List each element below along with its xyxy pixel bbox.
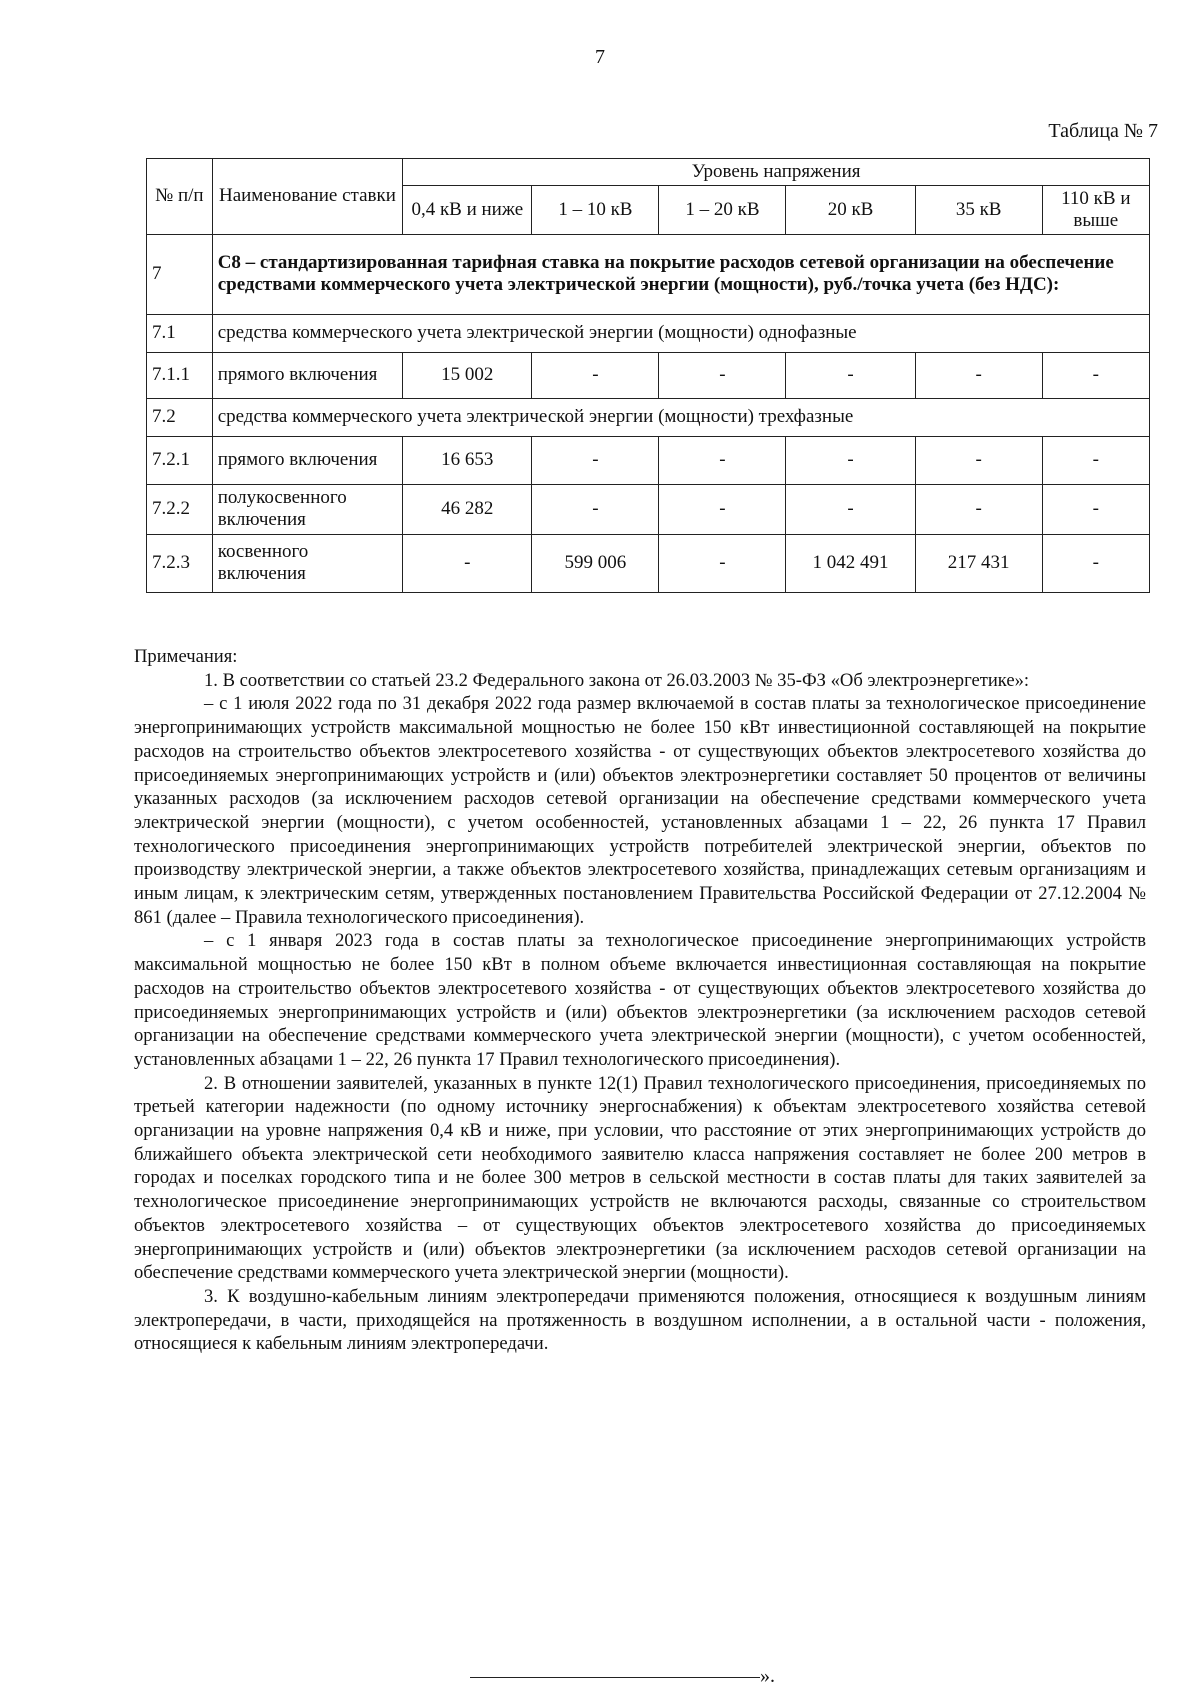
section-title: С8 – стандартизированная тарифная ставка на покрытие расходов сетевой организации на обеспечение средствами коммерческого учета электрической энергии (мощности), руб./точка учета (без НДС):	[212, 234, 1149, 314]
header-voltage-level: Уровень напряжения	[403, 159, 1150, 186]
table-row	[147, 314, 1150, 352]
cell-value: -	[786, 436, 915, 484]
row-num: 7.2.1	[147, 436, 213, 484]
cell-value: 16 653	[403, 436, 532, 484]
row-num: 7.1	[147, 314, 213, 352]
header-voltage: 110 кВ и выше	[1042, 185, 1149, 234]
row-num: 7.2	[147, 398, 213, 436]
cell-value: -	[403, 534, 532, 592]
table-row	[147, 352, 1150, 398]
cell-value: 217 431	[915, 534, 1042, 592]
header-voltage: 0,4 кВ и ниже	[403, 185, 532, 234]
table-row	[147, 484, 1150, 534]
table-row	[147, 534, 1150, 592]
table-row	[147, 436, 1150, 484]
cell-value: -	[1042, 352, 1149, 398]
header-voltage: 20 кВ	[786, 185, 915, 234]
cell-value: -	[659, 484, 786, 534]
row-num: 7.2.3	[147, 534, 213, 592]
row-name: прямого включения	[212, 352, 403, 398]
note-2: 2. В отношении заявителей, указанных в пункте 12(1) Правил технологического присоединения, присоединяемых по третьей категории надежности (по одному источнику энергоснабжения) к объектам электросетевого хозяйства сетевой организации на уровне напряжения 0,4 кВ и ниже, при условии, что расстояние от этих энергопринимающих устройств до ближайшего объекта электрической сети необходимого заявителю класса напряжения составляет не более 200 метров в городах и поселках городского типа и не более 300 метров в сельской местности в состав платы для таких заявителей за технологическое присоединение энергопринимающих устройств не включаются расходы, связанные со строительством объектов электросетевого хозяйства – от существующих объектов электросетевого хозяйства до присоединяемых энергопринимающих устройств и (или) объектов электроэнергетики (за исключением расходов сетевой организации на обеспечение средствами коммерческого учета электрической энергии (мощности).	[134, 1072, 1146, 1284]
tariff-table	[146, 158, 1150, 593]
cell-value: -	[659, 534, 786, 592]
header-voltage: 1 – 10 кВ	[532, 185, 659, 234]
cell-value: -	[915, 352, 1042, 398]
header-num: № п/п	[147, 159, 213, 235]
group-title: средства коммерческого учета электрической энергии (мощности) однофазные	[212, 314, 1149, 352]
closing-underline	[470, 1677, 760, 1678]
note-1-item-2: – с 1 января 2023 года в состав платы за технологическое присоединение энергопринимающих устройств максимальной мощностью не более 150 кВт в полном объеме включается инвестиционная составляющая на покрытие расходов на строительство объектов электросетевого хозяйства - от существующих объектов электросетевого хозяйства до присоединяемых энергопринимающих устройств и (или) объектов электроэнергетики (за исключением расходов сетевой организации на обеспечение средствами коммерческого учета электрической энергии (мощности), с учетом особенностей, установленных абзацами 1 – 22, 26 пункта 17 Правил технологического присоединения).	[134, 930, 1146, 1070]
cell-value: -	[532, 352, 659, 398]
cell-value: -	[659, 436, 786, 484]
cell-value: -	[659, 352, 786, 398]
row-num: 7	[147, 234, 213, 314]
row-num: 7.1.1	[147, 352, 213, 398]
cell-value: -	[1042, 436, 1149, 484]
cell-value: -	[786, 484, 915, 534]
row-name: полукосвенного включения	[212, 484, 403, 534]
table-row	[147, 398, 1150, 436]
row-name: прямого включения	[212, 436, 403, 484]
cell-value: -	[915, 436, 1042, 484]
cell-value: 46 282	[403, 484, 532, 534]
cell-value: -	[915, 484, 1042, 534]
cell-value: -	[1042, 534, 1149, 592]
notes-section	[134, 645, 1146, 1356]
cell-value: -	[1042, 484, 1149, 534]
cell-value: 599 006	[532, 534, 659, 592]
header-voltage: 35 кВ	[915, 185, 1042, 234]
closing-mark	[470, 1665, 775, 1688]
note-1-item-1: – с 1 июля 2022 года по 31 декабря 2022 года размер включаемой в состав платы за технологическое присоединение энергопринимающих устройств максимальной мощностью не более 150 кВт инвестиционной составляющей на покрытие расходов на строительство объектов электросетевого хозяйства - от существующих объектов электросетевого хозяйства до присоединяемых энергопринимающих устройств и (или) объектов электроэнергетики составляет 50 процентов от величины указанных расходов (за исключением расходов сетевой организации на обеспечение средствами коммерческого учета электрической энергии (мощности), с учетом особенностей, установленных абзацами 1 – 22, 26 пункта 17 Правил технологического присоединения энергопринимающих устройств потребителей электрической энергии, объектов по производству электрической энергии, а также объектов электросетевого хозяйства, принадлежащих сетевым организациям и иным лицам, к электрическим сетям, утвержденных постановлением Правительства Российской Федерации от 27.12.2004 № 861 (далее – Правила технологического присоединения).	[134, 693, 1146, 928]
notes-heading: Примечания:	[134, 646, 238, 667]
cell-value: 1 042 491	[786, 534, 915, 592]
group-title: средства коммерческого учета электрической энергии (мощности) трехфазные	[212, 398, 1149, 436]
note-1: 1. В соответствии со статьей 23.2 Федерального закона от 26.03.2003 № 35-ФЗ «Об электроэнергетике»:	[204, 669, 1030, 691]
closing-quote: ».	[760, 1665, 775, 1687]
header-name: Наименование ставки	[212, 159, 403, 235]
row-num: 7.2.2	[147, 484, 213, 534]
table-caption: Таблица № 7	[1048, 120, 1158, 142]
table-row	[147, 234, 1150, 314]
cell-value: -	[532, 436, 659, 484]
cell-value: 15 002	[403, 352, 532, 398]
note-3: 3. К воздушно-кабельным линиям электропередачи применяются положения, относящиеся к воздушным линиям электропередачи, в части, приходящейся на протяженность в воздушном исполнении, а в остальной части - положения, относящиеся к кабельным линиям электропередачи.	[134, 1285, 1146, 1355]
cell-value: -	[786, 352, 915, 398]
cell-value: -	[532, 484, 659, 534]
row-name: косвенного включения	[212, 534, 403, 592]
header-voltage: 1 – 20 кВ	[659, 185, 786, 234]
page-number: 7	[595, 46, 605, 68]
